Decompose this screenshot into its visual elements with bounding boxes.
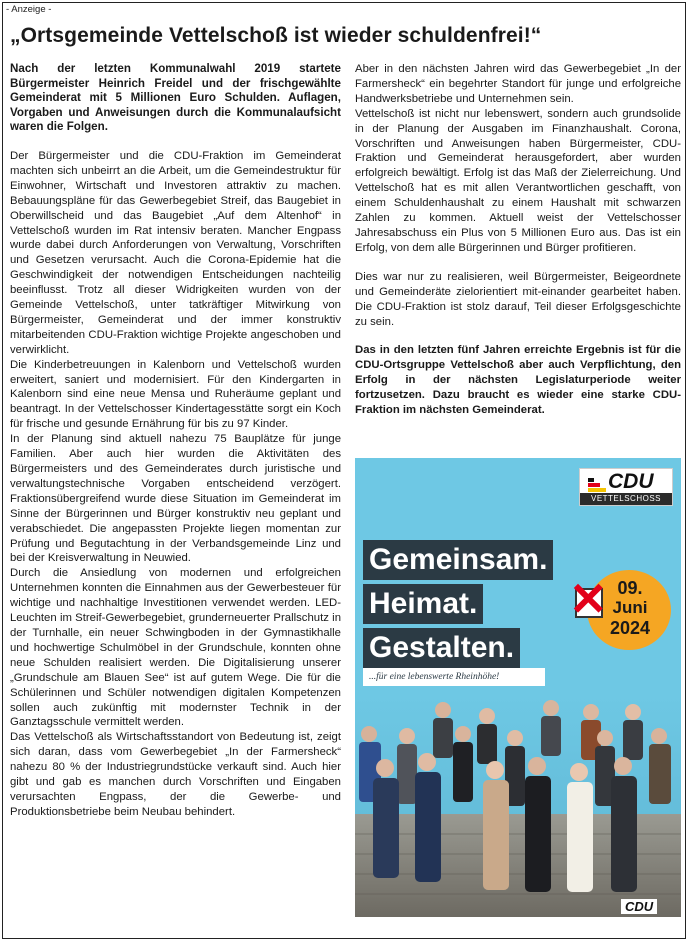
slogan-line: Gemeinsam. — [363, 540, 553, 580]
body-paragraph: Die Kinderbetreuungen in Kalenborn und Vettelschoß wurden erweitert, saniert und modernisiert. Für den Kindergarten in Kalenborn sind eine neue Mensa und Ruheräume geplant und beantragt. In der Vettelschosser Kindertagesstätte sorgt ein Koch für frische und gesunde Ernährung für bis zu 97 Kinder. — [10, 358, 341, 431]
body-paragraph: Vettelschoß ist nicht nur lebenswert, sondern auch grundsolide in der Planung der Ausgaben im Finanzhaushalt. Corona, Vorschriften und Anweisungen haben Bürgermeister, CDU-Fraktion und Gemeinderat herausgefordert, aber wurden erfolgreich bewältigt. Erfolg ist das Maß der Zielerreichung. Und Vettelschoß hat es mit allen Verantwortlichen geschafft, von einem Schuldenhaushalt zu einem Haushalt mit schwarzen Zahlen zu kommen. Aktuell weist der Vettelschosser Jahresabschuss ein Plus von 5 Millionen Euro aus. Das ist ein Erfolg, von dem alle Bürgerinnen und Bürger profitieren. — [355, 107, 681, 254]
right-column — [355, 62, 681, 418]
left-column — [10, 62, 341, 820]
lead-paragraph: Nach der letzten Kommunalwahl 2019 startete Bürgermeister Heinrich Freidel und der frischgewählte Gemeinderat mit 5 Millionen Euro Schulden. Auflagen, Vorgaben und Anweisungen durch die Kommunalaufsicht waren die Folgen. — [10, 62, 341, 134]
date-day: 09. — [617, 578, 643, 598]
slogan-line: Heimat. — [363, 584, 483, 624]
date-month: Juni — [612, 598, 648, 617]
cdu-logo-text: CDU — [608, 470, 654, 493]
ad-label: - Anzeige - — [6, 4, 52, 15]
cdu-logo-subtitle: VETTELSCHOSS — [580, 493, 672, 505]
campaign-poster — [355, 458, 681, 917]
body-paragraph: Aber in den nächsten Jahren wird das Gewerbegebiet „In der Farmersheck“ ein begehrter Standort für junge und erfolgreiche Handwerksbetriebe und Unternehmen sein. — [355, 63, 681, 105]
slogan-line: Gestalten. — [363, 628, 520, 668]
flag-icon — [588, 478, 606, 491]
poster-tagline: ...für eine lebenswerte Rheinhöhe! — [363, 668, 545, 686]
date-year: 2024 — [609, 618, 651, 638]
body-paragraph: Dies war nur zu realisieren, weil Bürgermeister, Beigeordnete und Gemeinderäte zielorientiert mit-einander gearbeitet haben. Die CDU-Fraktion ist stolz darauf, Teil dieser Erfolgsgeschichte zu sein. — [355, 270, 681, 328]
closing-paragraph: Das in den letzten fünf Jahren erreichte Ergebnis ist für die CDU-Ortsgruppe Vettelschoß aber auch Verpflichtung, den Erfolg in der nächsten Legislaturperiode weiter fortzusetzen. Dazu braucht es wieder eine starke CDU-Fraktion im nächsten Gemeinderat. — [355, 344, 681, 417]
body-paragraph: Das Vettelschoß als Wirtschaftsstandort von Bedeutung ist, zeigt sich daran, dass vom Gewerbegebiet „In der Farmersheck“ nahezu 80 % der Industriegrundstücke verkauft sind. Auch hier gibt und gab es manchen durch Vorschriften und Eingaben verursachten Engpass, der die Gewerbe- und Produktionsbetriebe beim Neubau behindert. — [10, 731, 341, 818]
bottom-cdu-logo: CDU — [621, 899, 657, 914]
body-paragraph: In der Planung sind aktuell nahezu 75 Bauplätze für junge Familien. Aber auch hier wurden die Aktivitäten des Bürgermeisters und des Gemeinderates durch juristische und verwaltungstechnische Vorgaben entscheidend verzögert. Fraktionsübergreifend wurde diese Situation im Gemeinderat im Sinne der Bürgerinnen und Bürger konstruktiv neu geplant und verabschiedet. Die angepassten Projekte liegen momentan zur Prüfung und Begutachtung in der Verbandsgemeinde Linz und bei der Kreisverwaltung in Neuwied. — [10, 433, 341, 565]
vote-cross-icon: ✕ — [569, 573, 608, 625]
headline: „Ortsgemeinde Vettelschoß ist wieder schuldenfrei!“ — [10, 24, 542, 47]
body-paragraph: Der Bürgermeister und die CDU-Fraktion im Gemeinderat machten sich unbeirrt an die Arbeit, um die Gemeindestruktur für Einwohner, Wirtschaft und Investoren attraktiv zu machen. Bebauungspläne für das Gewerbegebiet Streif, das Baugebiet in Oberwillscheid und das Baugebiet „Auf dem Altenhof“ in Vettelschoß wurden im Rat intensiv beraten. Mancher Engpass wurde dabei durch Anforderungen von Verwaltung, Vorschriften und Gesetzen verursacht. Auch die Corona-Epidemie hat die Geschwindigkeit der notwendigen Entscheidungen nachteilig beeinflusst. Trotz all dieser Widrigkeiten wurden von der Gemeinde Vettelschoß, unter tatkräftiger Mitwirkung von Bürgermeister, Gemeinderat und der immer konstruktiv mitarbeitenden CDU-Fraktion wichtige Projekte angeschoben und verwirklicht. — [10, 149, 341, 356]
cdu-logo — [579, 468, 673, 506]
body-paragraph: Durch die Ansiedlung von modernen und erfolgreichen Unternehmen konnten die Einnahmen aus der Gewerbesteuer für wichtige und nachhaltige Investitionen verwendet werden. LED-Leuchten im Streif-Gewerbegebiet, grunderneuerter Prallschutz in der Turnhalle, ein neuer Schwingboden in der Gymnastikhalle und hochwertige Schulmöbel in der Grundschule, konnten ohne neue Schulden realisiert werden. Die Digitalisierung unserer „Grundschule am Blauen See“ ist auf gutem Wege. Die für die Schülerinnen und Schüler notwendigen digitalen Kompetenzen sollen auch zukünftig mit modernster Technik in der Ganztagsschule vermittelt werden. — [10, 567, 341, 729]
group-photo — [355, 694, 681, 917]
